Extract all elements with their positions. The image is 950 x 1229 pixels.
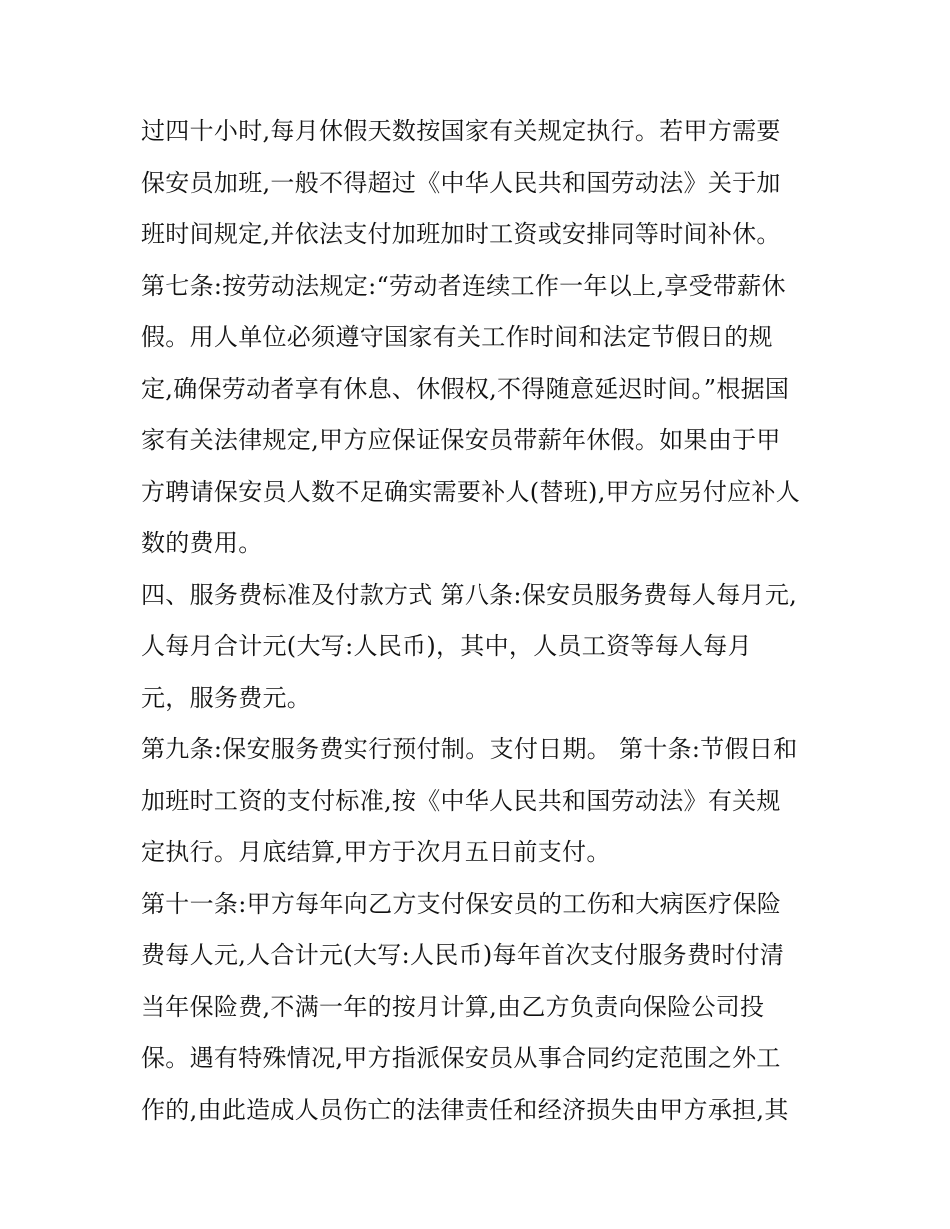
text-line: 当年保险费,不满一年的按月计算,由乙方负责向保险公司投 (141, 992, 765, 1021)
text-line: 家有关法律规定,甲方应保证保安员带薪年休假。如果由于甲 (141, 426, 781, 454)
text-line: 四、服务费标准及付款方式 第八条:保安员服务费每人每月元, (141, 580, 798, 609)
text-line: 第十一条:甲方每年向乙方支付保安员的工伤和大病医疗保险 (141, 889, 782, 918)
text-line: 方聘请保安员人数不足确实需要补人(替班),甲方应另付应补人 (141, 477, 801, 506)
text-line: 班时间规定,并依法支付加班加时工资或安排同等时间补休。 (141, 220, 781, 248)
text-line: 假。用人单位必须遵守国家有关工作时间和法定节假日的规 (141, 323, 773, 351)
text-line: 费每人元,人合计元(大写:人民币)每年首次支付服务费时付清 (141, 941, 785, 969)
text-line: 作的,由此造成人员伤亡的法律责任和经济损失由甲方承担,其 (141, 1095, 789, 1124)
text-line: 第七条:按劳动法规定:“劳动者连续工作一年以上,享受带薪休 (141, 271, 786, 300)
text-line: 保安员加班,一般不得超过《中华人民共和国劳动法》关于加 (141, 168, 781, 197)
text-line: 定,确保劳动者享有休息、休假权,不得随意延迟时间。”根据国 (141, 374, 790, 403)
text-line: 人每月合计元(大写:人民币)，其中，人员工资等每人每月 (141, 632, 752, 660)
text-line: 元，服务费元。 (141, 683, 312, 712)
text-line: 第九条:保安服务费实行预付制。支付日期。 第十条:节假日和 (141, 735, 798, 763)
text-line: 数的费用。 (141, 529, 263, 557)
text-line: 加班时工资的支付标准,按《中华人民共和国劳动法》有关规 (141, 786, 781, 815)
text-line: 过四十小时,每月休假天数按国家有关规定执行。若甲方需要 (141, 117, 781, 145)
document-body (141, 106, 821, 1136)
text-line: 保。遇有特殊情况,甲方指派保安员从事合同约定范围之外工 (141, 1044, 781, 1072)
text-line: 定执行。月底结算,甲方于次月五日前支付。 (141, 838, 611, 866)
